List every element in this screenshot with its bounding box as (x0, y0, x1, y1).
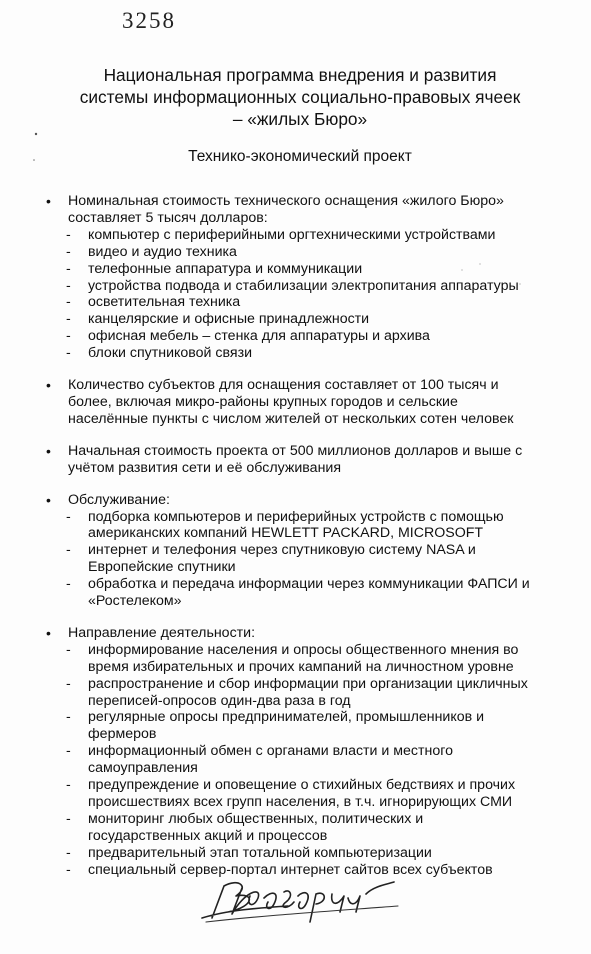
list-item (46, 244, 546, 261)
bullet-marker: • (46, 624, 51, 641)
text-line: подборка компьютеров и периферийных устройств с помощью (88, 508, 504, 525)
dash-marker: - (66, 508, 71, 525)
document-section (46, 492, 546, 610)
list-item (46, 743, 546, 777)
document-subtitle: Технико-экономический проект (188, 148, 412, 165)
text-line: интернет и телефония через спутниковую систему NASA и (88, 542, 476, 559)
text-line: устройства подвода и стабилизации электропитания аппаратуры (88, 277, 519, 294)
dash-marker: - (66, 243, 71, 260)
section-heading (68, 443, 546, 477)
text-line: предупреждение и оповещение о стихийных бедствиях и прочих (88, 777, 516, 794)
text-line: происшествиях всех групп населения, в т.ч. игнорирующих СМИ (88, 794, 513, 810)
dash-marker: - (66, 328, 71, 345)
text-line: время избирательных и прочих кампаний на личностном уровне (88, 658, 514, 675)
dash-marker: - (66, 345, 71, 362)
text-line: «Ростелеком» (88, 593, 182, 610)
text-line: Европейские спутники (88, 559, 236, 576)
dash-list (46, 227, 546, 362)
text-line: телефонные аппаратура и коммуникации (88, 260, 363, 277)
bullet-marker: • (46, 491, 51, 508)
title-line: Национальная программа внедрения и развития (103, 65, 497, 85)
dash-marker: - (66, 260, 71, 277)
text-line: Начальная стоимость проекта от 500 миллионов долларов и выше с (68, 442, 523, 459)
list-item (46, 509, 546, 543)
text-line: компьютер с периферийными оргтехническими устройствами (88, 226, 496, 243)
text-line: информирование населения и опросы общественного мнения во (88, 641, 519, 658)
list-item (46, 294, 546, 311)
list-item (46, 311, 546, 328)
dash-marker: - (66, 675, 71, 692)
document-section (46, 625, 546, 879)
list-item (46, 642, 546, 676)
text-line: офисная мебель – стенка для аппаратуры и архива (88, 328, 430, 345)
dash-marker: - (66, 844, 71, 861)
text-line: самоуправления (88, 760, 198, 777)
dash-marker: - (66, 294, 71, 311)
document-title (40, 64, 560, 130)
bullet-marker: • (46, 377, 51, 394)
dash-marker: - (66, 777, 71, 794)
list-item (46, 811, 546, 845)
text-line: блоки спутниковой связи (88, 345, 252, 362)
list-item (46, 261, 546, 278)
text-line: канцелярские и офисные принадлежности (88, 311, 370, 328)
list-item (46, 227, 546, 244)
text-line: Обслуживание: (68, 491, 170, 508)
document-section (46, 377, 546, 428)
dash-marker: - (66, 311, 71, 328)
text-line: населённые пункты с числом жителей от нескольких сотен человек (68, 410, 514, 427)
list-item (46, 845, 546, 862)
list-item (46, 328, 546, 345)
list-item (46, 576, 546, 610)
bullet-marker: • (46, 193, 51, 209)
dash-marker: - (66, 277, 71, 294)
text-line: осветительная техника (88, 294, 241, 311)
list-item (46, 345, 546, 362)
text-line: мониторинг любых общественных, политических и (88, 810, 424, 827)
text-line: специальный сервер-портал интернет сайтов всех субъектов (88, 861, 493, 878)
text-line: Количество субъектов для оснащения составляет от 100 тысяч и (68, 377, 499, 394)
list-item (46, 709, 546, 743)
title-line: – «жилых Бюро» (232, 109, 368, 129)
text-line: фермеров (88, 726, 157, 743)
dash-list (46, 509, 546, 610)
document-number: 3258 (122, 8, 176, 33)
text-line: информационный обмен с органами власти и местного (88, 743, 453, 760)
text-line: учётом развития сети и её обслуживания (68, 459, 342, 476)
text-line: распространение и сбор информации при организации цикличных (88, 675, 528, 692)
dash-marker: - (66, 743, 71, 760)
section-heading (68, 492, 546, 509)
title-line: системы информационных социально-правовых ячеек (79, 87, 521, 107)
dash-marker: - (66, 641, 71, 658)
dash-marker: - (66, 576, 71, 593)
handwritten-signature (198, 872, 478, 932)
text-line: Направление деятельности: (68, 624, 256, 641)
document-body (46, 193, 546, 894)
dash-marker: - (66, 861, 71, 878)
list-item (46, 278, 546, 295)
text-line: американских компаний HEWLETT PACKARD, MICROSOFT (88, 525, 484, 542)
dash-marker: - (66, 709, 71, 726)
text-line: обработка и передача информации через коммуникации ФАПСИ и (88, 576, 530, 593)
bullet-marker: • (46, 442, 51, 459)
dash-list (46, 642, 546, 879)
text-line: государственных акций и процессов (88, 827, 328, 844)
text-line: Номинальная стоимость технического оснащения «жилого Бюро» (68, 193, 504, 209)
text-line: переписей-опросов один-два раза в год (88, 692, 351, 709)
list-item (46, 542, 546, 576)
text-line: видео и аудио техника (88, 243, 237, 260)
text-line: предварительный этап тотальной компьютеризации (88, 844, 432, 861)
text-line: более, включая микро-районы крупных городов и сельские (68, 393, 458, 410)
dash-marker: - (66, 542, 71, 559)
section-heading (68, 625, 546, 642)
dash-marker: - (66, 810, 71, 827)
section-heading (68, 193, 546, 227)
list-item (46, 676, 546, 710)
text-line: составляет 5 тысяч долларов: (68, 209, 268, 226)
text-line: регулярные опросы предпринимателей, промышленников и (88, 709, 485, 726)
list-item (46, 777, 546, 811)
document-section (46, 193, 546, 362)
section-heading (68, 377, 546, 428)
document-section (46, 443, 546, 477)
dash-marker: - (66, 226, 71, 243)
